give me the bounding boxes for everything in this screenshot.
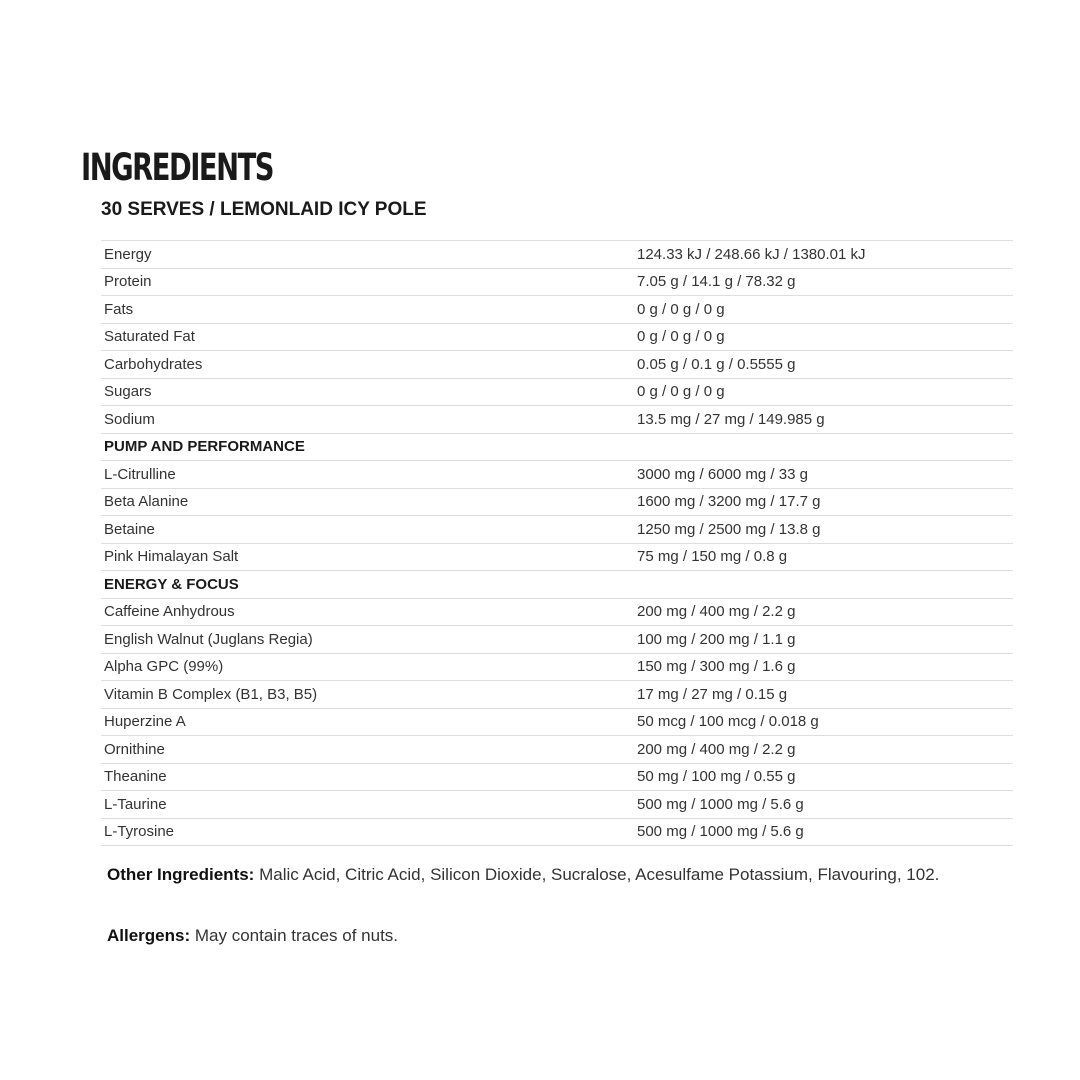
ingredient-amount: 50 mg / 100 mg / 0.55 g	[634, 763, 1013, 791]
section-header-row	[101, 433, 1013, 461]
table-row	[101, 543, 1013, 571]
serving-subtitle: 30 SERVES / LEMONLAID ICY POLE	[101, 199, 427, 220]
table-row	[101, 791, 1013, 819]
ingredients-table	[101, 240, 1013, 846]
ingredient-name: Caffeine Anhydrous	[101, 598, 634, 626]
ingredient-name: L-Citrulline	[101, 461, 634, 489]
ingredient-amount: 3000 mg / 6000 mg / 33 g	[634, 461, 1013, 489]
ingredient-amount: 100 mg / 200 mg / 1.1 g	[634, 626, 1013, 654]
table-row	[101, 378, 1013, 406]
ingredient-name: Alpha GPC (99%)	[101, 653, 634, 681]
ingredient-amount: 0 g / 0 g / 0 g	[634, 296, 1013, 324]
ingredient-amount: 200 mg / 400 mg / 2.2 g	[634, 598, 1013, 626]
ingredient-name: L-Tyrosine	[101, 818, 634, 846]
table-row	[101, 406, 1013, 434]
table-row	[101, 736, 1013, 764]
ingredient-name: Carbohydrates	[101, 351, 634, 379]
other-ingredients	[107, 864, 939, 886]
other-ingredients-text: Malic Acid, Citric Acid, Silicon Dioxide, Sucralose, Acesulfame Potassium, Flavouring, 102.	[254, 865, 940, 884]
table-row	[101, 818, 1013, 846]
page-title: INGREDIENTS	[81, 146, 274, 189]
ingredient-amount: 500 mg / 1000 mg / 5.6 g	[634, 791, 1013, 819]
ingredient-name: Fats	[101, 296, 634, 324]
ingredient-name: L-Taurine	[101, 791, 634, 819]
ingredient-amount: 7.05 g / 14.1 g / 78.32 g	[634, 268, 1013, 296]
ingredient-amount: 75 mg / 150 mg / 0.8 g	[634, 543, 1013, 571]
ingredient-amount: 0 g / 0 g / 0 g	[634, 323, 1013, 351]
ingredient-amount: 150 mg / 300 mg / 1.6 g	[634, 653, 1013, 681]
ingredient-name: Huperzine A	[101, 708, 634, 736]
table-row	[101, 241, 1013, 269]
ingredient-amount: 13.5 mg / 27 mg / 149.985 g	[634, 406, 1013, 434]
ingredient-name: Theanine	[101, 763, 634, 791]
section-header-row	[101, 571, 1013, 599]
ingredient-amount: 17 mg / 27 mg / 0.15 g	[634, 681, 1013, 709]
ingredient-amount	[634, 571, 1013, 599]
ingredient-amount: 0 g / 0 g / 0 g	[634, 378, 1013, 406]
ingredient-name: Saturated Fat	[101, 323, 634, 351]
table-row	[101, 461, 1013, 489]
table-row	[101, 708, 1013, 736]
ingredient-name: Beta Alanine	[101, 488, 634, 516]
other-ingredients-label: Other Ingredients:	[107, 865, 255, 884]
ingredient-amount: 50 mcg / 100 mcg / 0.018 g	[634, 708, 1013, 736]
table-row	[101, 488, 1013, 516]
table-row	[101, 516, 1013, 544]
ingredient-name: Sugars	[101, 378, 634, 406]
table-row	[101, 268, 1013, 296]
ingredient-amount: 124.33 kJ / 248.66 kJ / 1380.01 kJ	[634, 241, 1013, 269]
ingredient-amount: 1250 mg / 2500 mg / 13.8 g	[634, 516, 1013, 544]
section-title: ENERGY & FOCUS	[101, 571, 634, 599]
ingredient-amount: 1600 mg / 3200 mg / 17.7 g	[634, 488, 1013, 516]
ingredient-amount: 500 mg / 1000 mg / 5.6 g	[634, 818, 1013, 846]
ingredient-name: Ornithine	[101, 736, 634, 764]
table-row	[101, 763, 1013, 791]
ingredients-table-body	[101, 241, 1013, 846]
ingredient-name: Protein	[101, 268, 634, 296]
table-row	[101, 598, 1013, 626]
table-row	[101, 626, 1013, 654]
section-title: PUMP AND PERFORMANCE	[101, 433, 634, 461]
ingredient-name: English Walnut (Juglans Regia)	[101, 626, 634, 654]
ingredient-name: Vitamin B Complex (B1, B3, B5)	[101, 681, 634, 709]
ingredient-name: Betaine	[101, 516, 634, 544]
table-row	[101, 351, 1013, 379]
allergens-text: May contain traces of nuts.	[190, 926, 399, 945]
allergens-label: Allergens:	[107, 926, 191, 945]
ingredient-name: Energy	[101, 241, 634, 269]
table-row	[101, 323, 1013, 351]
table-row	[101, 653, 1013, 681]
table-row	[101, 296, 1013, 324]
ingredient-name: Sodium	[101, 406, 634, 434]
allergens	[107, 925, 398, 947]
ingredient-name: Pink Himalayan Salt	[101, 543, 634, 571]
ingredient-amount: 0.05 g / 0.1 g / 0.5555 g	[634, 351, 1013, 379]
table-row	[101, 681, 1013, 709]
ingredient-amount: 200 mg / 400 mg / 2.2 g	[634, 736, 1013, 764]
ingredient-amount	[634, 433, 1013, 461]
